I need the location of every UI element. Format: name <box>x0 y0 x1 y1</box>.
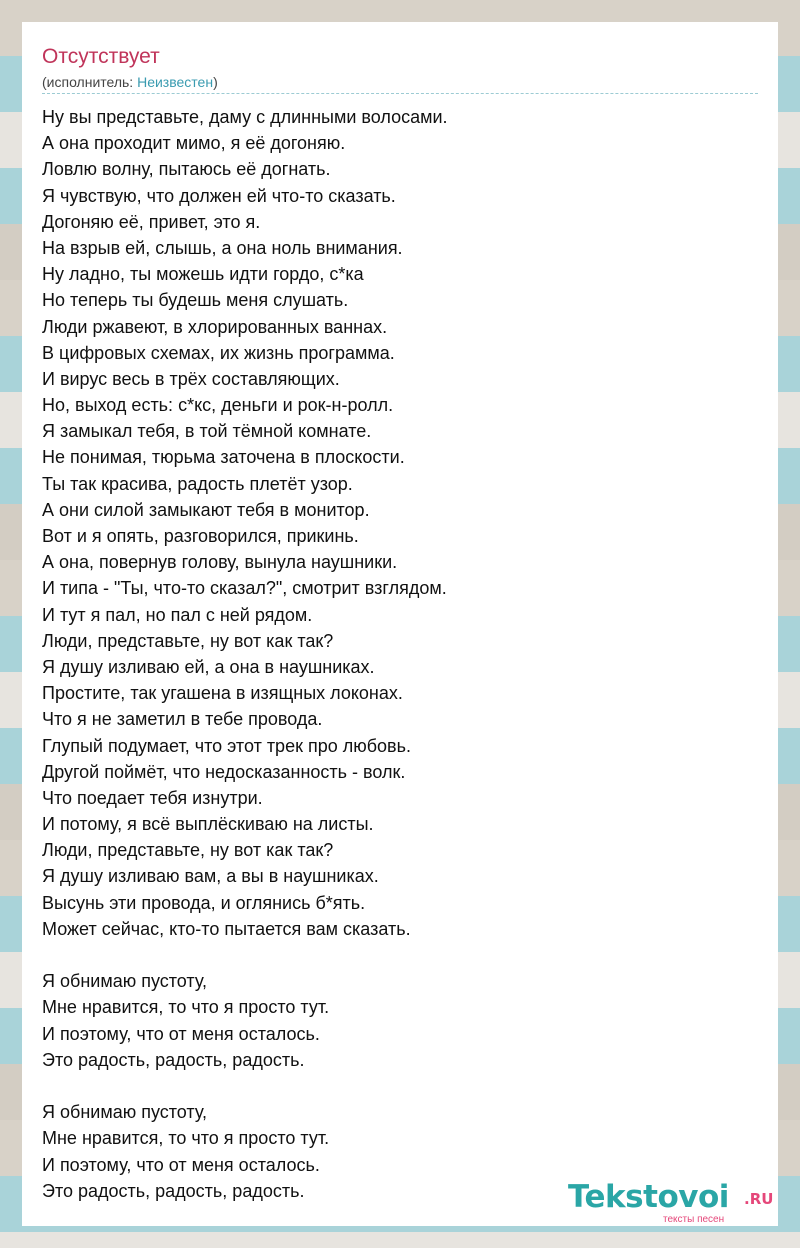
logo-tld: .RU <box>744 1190 774 1208</box>
lyric-line: Ты так красива, радость плетёт узор. <box>42 473 353 494</box>
site-logo[interactable] <box>568 1179 778 1225</box>
lyric-line: Что поедает тебя изнутри. <box>42 787 263 808</box>
lyric-line: Я обнимаю пустоту, <box>42 1102 208 1123</box>
lyric-line: И вирус весь в трёх составляющих. <box>42 368 340 389</box>
lyric-line: И поэтому, что от меня осталось. <box>42 1023 320 1044</box>
lyric-line: А она проходит мимо, я её догоняю. <box>42 133 346 154</box>
lyric-line: Ну ладно, ты можешь идти гордо, с*ка <box>42 264 364 285</box>
stanza-break <box>42 1073 758 1099</box>
lyric-line: Это радость, радость, радость. <box>42 1180 305 1201</box>
lyric-line: И потому, я всё выплёскиваю на листы. <box>42 814 374 835</box>
artist-link[interactable]: Неизвестен <box>137 74 214 90</box>
lyric-line: И поэтому, что от меня осталось. <box>42 1154 320 1175</box>
artist-suffix: ) <box>213 74 218 90</box>
lyric-line: Я душу изливаю вам, а вы в наушниках. <box>42 866 379 887</box>
lyric-line: Люди, представьте, ну вот как так? <box>42 630 334 651</box>
lyric-line: И тут я пал, но пал с ней рядом. <box>42 604 313 625</box>
stanza-break <box>42 942 758 968</box>
lyric-line: И типа - "Ты, что-то сказал?", смотрит взглядом. <box>42 578 447 599</box>
lyric-line: В цифровых схемах, их жизнь программа. <box>42 342 395 363</box>
lyric-line: Я чувствую, что должен ей что-то сказать. <box>42 185 396 206</box>
lyric-line: Мне нравится, то что я просто тут. <box>42 997 330 1018</box>
artist-line <box>42 73 218 91</box>
lyric-line: Высунь эти провода, и оглянись б*ять. <box>42 892 366 913</box>
lyric-line: Не понимая, тюрьма заточена в плоскости. <box>42 447 405 468</box>
lyric-line: Другой поймёт, что недосказанность - волк. <box>42 761 406 782</box>
lyrics-text <box>42 104 758 1204</box>
lyric-line: Ну вы представьте, даму с длинными волосами. <box>42 107 448 127</box>
lyric-line: Догоняю её, привет, это я. <box>42 211 261 232</box>
lyric-line: Мне нравится, то что я просто тут. <box>42 1128 330 1149</box>
lyric-line: Может сейчас, кто-то пытается вам сказать. <box>42 918 411 939</box>
lyric-line: Глупый подумает, что этот трек про любовь. <box>42 735 411 756</box>
lyric-line: Простите, так угашена в изящных локонах. <box>42 683 403 704</box>
lyric-line: Но, выход есть: с*кс, деньги и рок-н-ролл. <box>42 395 394 416</box>
lyric-line: Ловлю волну, пытаюсь её догнать. <box>42 159 331 180</box>
lyric-line: А она, повернув голову, вынула наушники. <box>42 552 398 573</box>
lyric-line: Вот и я опять, разговорился, прикинь. <box>42 526 359 546</box>
lyric-line: Но теперь ты будешь меня слушать. <box>42 290 349 311</box>
lyric-line: Это радость, радость, радость. <box>42 1049 305 1070</box>
lyrics-card <box>22 22 778 1226</box>
lyric-line: Люди ржавеют, в хлорированных ваннах. <box>42 316 388 337</box>
lyric-line: Я душу изливаю ей, а она в наушниках. <box>42 656 375 677</box>
lyric-line: А они силой замыкают тебя в монитор. <box>42 499 370 520</box>
lyric-line: Я замыкал тебя, в той тёмной комнате. <box>42 421 372 442</box>
lyric-line: Что я не заметил в тебе провода. <box>42 709 323 730</box>
lyric-line: Люди, представьте, ну вот как так? <box>42 840 334 861</box>
logo-tagline: тексты песен <box>663 1214 725 1225</box>
logo-wordmark: Tekstovoi <box>568 1179 729 1215</box>
title-divider <box>42 93 758 94</box>
song-title: Отсутствует <box>42 45 160 68</box>
lyric-line: Я обнимаю пустоту, <box>42 971 208 992</box>
lyric-line: На взрыв ей, слышь, а она ноль внимания. <box>42 237 403 258</box>
artist-prefix: (исполнитель: <box>42 74 138 90</box>
